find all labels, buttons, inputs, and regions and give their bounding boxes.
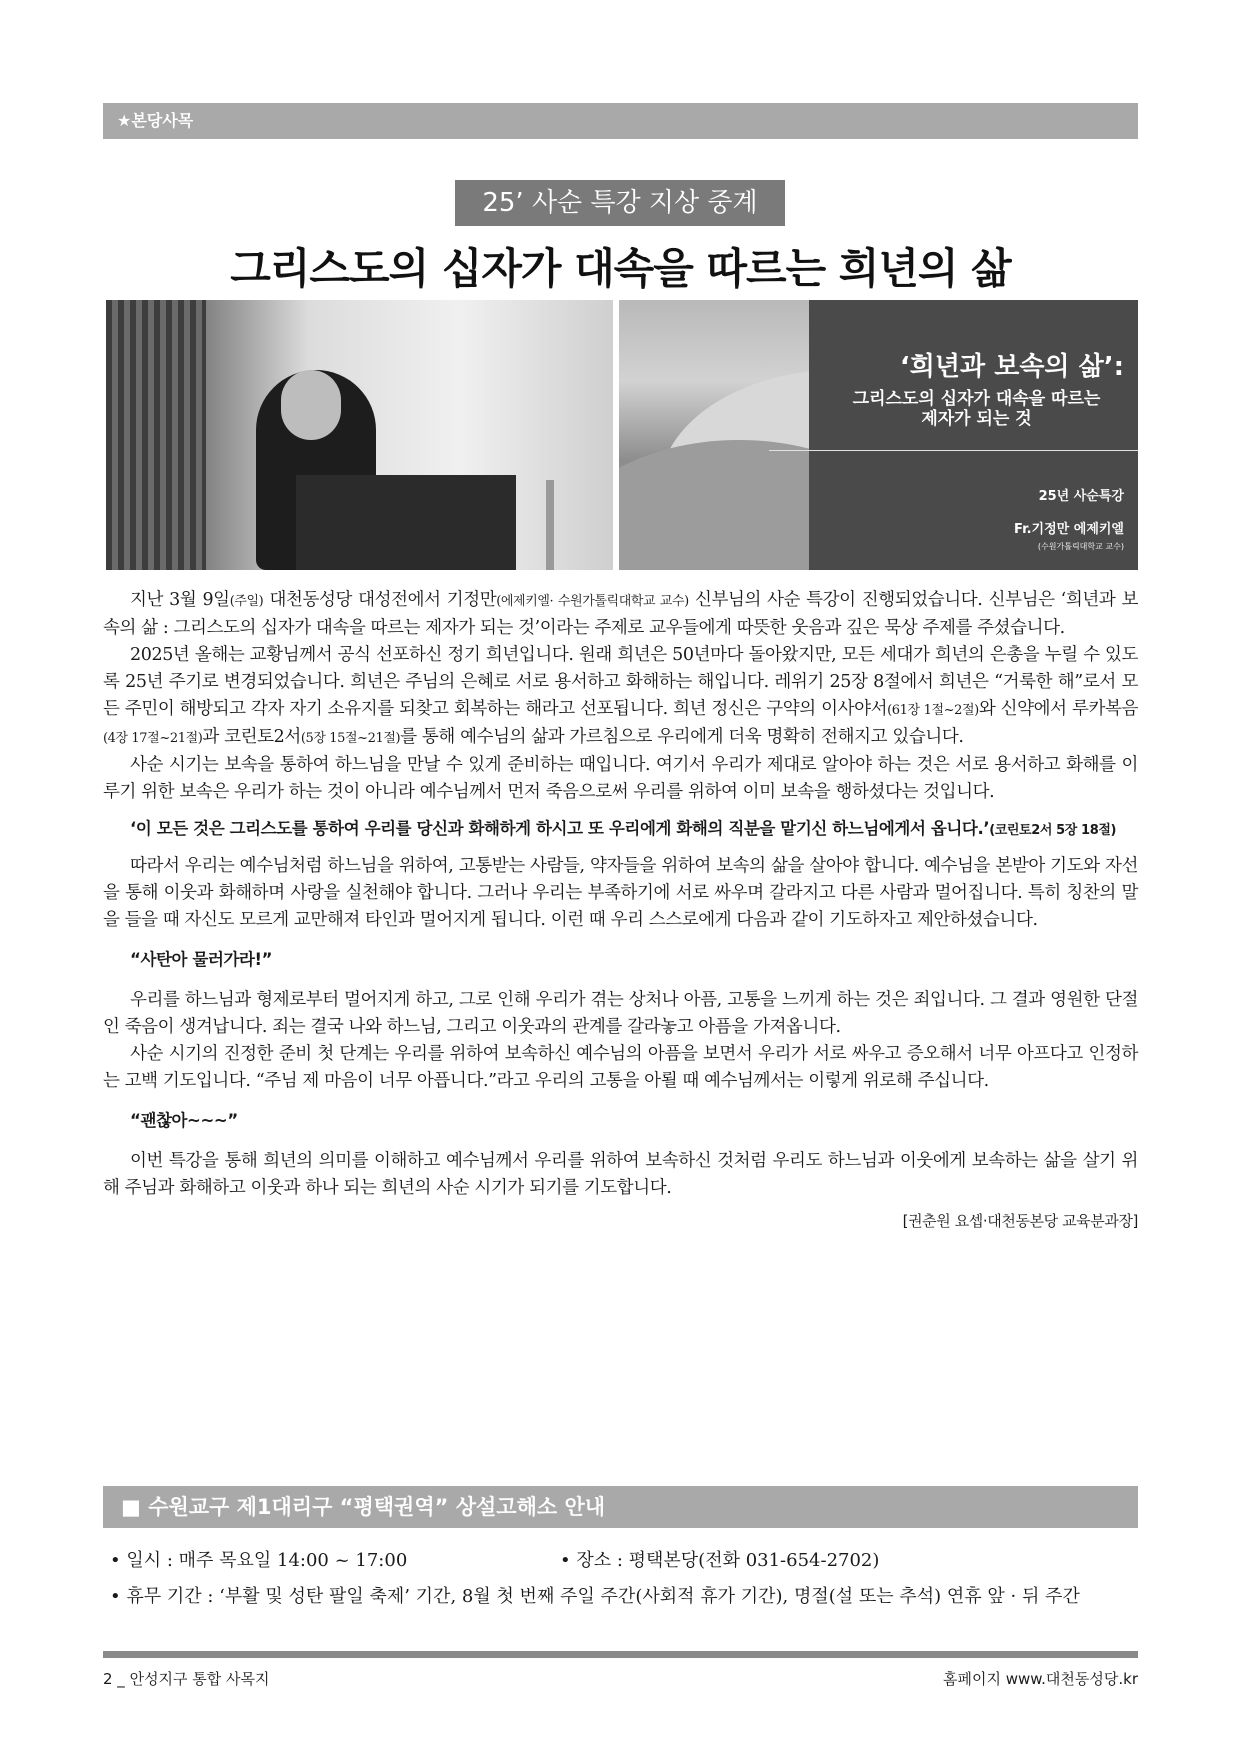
text-small: (4장 17절~21절): [103, 731, 203, 746]
text: 2025년 올해는 교황님께서 공식 선포하신 정기 희년입니다. 원래 희년은 50년마다 돌아왔지만, 모든 세대가 희년의 은총을 누릴 수 있도록 25년 주기로 변경되었습니다. 희년은 주님의 은혜로 서로 용서하고 화해하는 해입니다. 레위기 25장 8절에서 희년은 “거룩한 해”로서 모든 주민이 해방되고 각자 자기 소유지를 되찾고 회복하는 해라고 선포됩니다. 희년 정신은 구약의 이사야서: [103, 645, 1138, 719]
article-kicker: 25’ 사순 특강 지상 중계: [455, 180, 785, 226]
paragraph: 우리를 하느님과 형제로부터 멀어지게 하고, 그로 인해 우리가 겪는 상처나 아픔, 고통을 느끼게 하는 것은 죄입니다. 그 결과 영원한 단절인 죽음이 생겨납니다. 죄는 결국 나와 하느님, 그리고 이웃과의 관계를 갈라놓고 아픔을 가져옵니다.: [103, 990, 1138, 1037]
paragraph: [103, 642, 1138, 752]
footer-homepage: 홈페이지 www.대천동성당.kr: [943, 1670, 1138, 1688]
slide-speaker-role: (수원가톨릭대학교 교수): [1037, 542, 1124, 551]
article-headline: 그리스도의 십자가 대속을 따르는 희년의 삶: [230, 244, 1011, 293]
paragraph: 사순 시기의 진정한 준비 첫 단계는 우리를 위하여 보속하신 예수님의 아픔을 보면서 우리가 서로 싸우고 증오해서 너무 아프다고 인정하는 고백 기도입니다. “주님 제 마음이 너무 아픕니다.”라고 우리의 고통을 아뢸 때 예수님께서는 이렇게 위로해 주십니다.: [103, 1044, 1138, 1091]
byline: [권춘원 요셉·대천동본당 교육분과장]: [902, 1212, 1138, 1230]
candle-stand: [546, 480, 554, 570]
text-small: (주일): [229, 594, 264, 609]
text: 를 통해 예수님의 삶과 가르침으로 우리에게 더욱 명확히 전해지고 있습니다.: [400, 727, 964, 747]
lectern: [296, 475, 516, 570]
section-label: ★본당사목: [103, 103, 1138, 139]
priest-head: [281, 370, 341, 440]
slide-title: ‘희년과 보속의 삶’:: [899, 352, 1124, 382]
lecture-photo: [106, 300, 613, 570]
slide-panel: [809, 300, 1138, 570]
scripture-quote: [103, 814, 1138, 845]
footer-divider: [103, 1651, 1138, 1658]
article-body: [103, 587, 1138, 1235]
paragraph: 이번 특강을 통해 희년의 의미를 이해하고 예수님께서 우리를 위하여 보속하신 것처럼 우리도 하느님과 이웃에게 보속하는 삶을 살기 위해 주님과 화해하고 이웃과 하나 되는 희년의 사순 시기가 되기를 기도합니다.: [103, 1151, 1138, 1198]
text: 신부님의 사순 특강이 진행되었습니다. 신부님은 ‘희년과 보속의 삶 : 그리스도의 십자가 대속을 따르는 제자가 되는 것’이라는 주제로 교우들에게 따뜻한 웃음과 깊은 묵상 주제를 주셨습니다.: [103, 590, 1138, 638]
text: 와 신약에서 루카복음: [978, 699, 1139, 719]
paragraph: [103, 587, 1138, 642]
exclamation: “괜찮아~~~”: [130, 1111, 238, 1130]
quote-text: ‘이 모든 것은 그리스도를 통하여 우리를 당신과 화해하게 하시고 또 우리에게 화해의 직분을 맡기신 하느님에게서 옵니다.’: [130, 819, 990, 838]
slide-subtitle-line: 제자가 되는 것: [921, 409, 1032, 429]
slide-event: 25년 사순특강: [1038, 489, 1124, 504]
text: 지난 3월 9일: [130, 590, 230, 610]
text: 대천동성당 대성전에서 기정만: [263, 590, 497, 610]
slide-speaker: Fr.기정만 에제키엘: [1014, 522, 1124, 537]
text-small: (61장 1절~2절): [887, 703, 979, 718]
footer-page-info: 2 _ 안성지구 통합 사목지: [103, 1670, 270, 1688]
notice-title: ■ 수원교구 제1대리구 “평택권역” 상설고해소 안내: [103, 1486, 1138, 1528]
text-small: (5장 15절~21절): [300, 731, 401, 746]
exclamation: “사탄아 물러가라!”: [130, 950, 273, 969]
wall-panel: [106, 300, 206, 570]
lecture-slide-photo: [619, 300, 1138, 570]
quote-reference: (코린토2서 5장 18절): [989, 823, 1117, 838]
paragraph: 따라서 우리는 예수님처럼 하느님을 위하여, 고통받는 사람들, 약자들을 위하여 보속의 삶을 살아야 합니다. 예수님을 본받아 기도와 자선을 통해 이웃과 화해하며 사랑을 실천해야 합니다. 그러나 우리는 부족하기에 서로 싸우며 갈라지고 다른 사람과 멀어집니다. 특히 칭찬의 말을 들을 때 자신도 모르게 교만해져 타인과 멀어지게 됩니다. 이런 때 우리 스스로에게 다음과 같이 기도하자고 제안하셨습니다.: [103, 856, 1138, 930]
slide-subtitle: [809, 389, 1124, 429]
text-small: (에제키엘· 수원가톨릭대학교 교수): [496, 594, 689, 609]
slide-divider: [769, 450, 1138, 451]
notice-closed-period: • 휴무 기간 : ‘부활 및 성탄 팔일 축제’ 기간, 8월 첫 번째 주일 주간(사회적 휴가 기간), 명절(설 또는 추석) 연휴 앞 · 뒤 주간: [110, 1586, 1080, 1607]
notice-place: • 장소 : 평택본당(전화 031-654-2702): [560, 1550, 880, 1571]
text: 과 코린토2서: [202, 727, 301, 747]
paragraph: 사순 시기는 보속을 통하여 하느님을 만날 수 있게 준비하는 때입니다. 여기서 우리가 제대로 알아야 하는 것은 서로 용서하고 화해를 이루기 위한 보속은 우리가 하는 것이 아니라 예수님께서 먼저 죽음으로써 우리를 위하여 이미 보속을 행하셨다는 것입니다.: [103, 755, 1138, 802]
slide-subtitle-line: 그리스도의 십자가 대속을 따르는: [852, 389, 1101, 409]
notice-time: • 일시 : 매주 목요일 14:00 ~ 17:00: [110, 1550, 408, 1571]
